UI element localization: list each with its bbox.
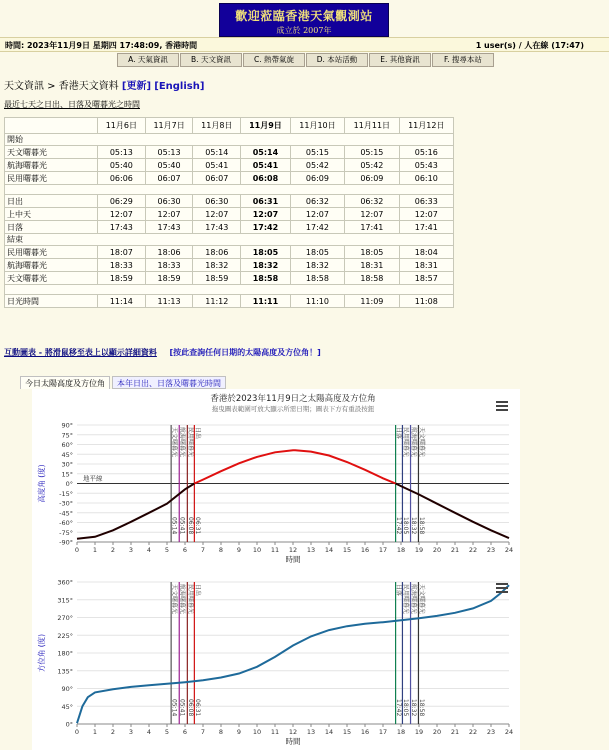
table-cell: 11:10: [290, 295, 344, 308]
table-cell: 12:07: [399, 208, 453, 221]
x-tick-label: 2: [110, 546, 116, 554]
table-cell: 06:07: [193, 172, 241, 185]
event-label: 天文曙暮光: [417, 427, 425, 458]
current-time: 時間: 2023年11月9日 星期四 17:48:09, 香港時間: [5, 41, 198, 50]
table-row: [5, 172, 454, 185]
event-label: 民用曙暮光: [401, 427, 409, 458]
table-cell: 05:40: [98, 159, 146, 172]
x-tick-label: 9: [236, 728, 242, 736]
y-tick-label: 90°: [61, 685, 73, 693]
table-cell: 05:15: [345, 146, 399, 159]
chart-title: 香港於2023年11月9日之太陽高度及方位角: [210, 394, 376, 404]
table-section-label: 開始: [5, 134, 454, 146]
event-label: 民用曙暮光: [401, 584, 409, 615]
event-time: 06:31: [193, 517, 201, 535]
altitude-chart[interactable]: [32, 389, 520, 564]
table-cell: 17:43: [145, 221, 193, 234]
x-tick-label: 9: [236, 546, 242, 554]
table-section-label: [5, 285, 454, 295]
y-tick-label: 135°: [57, 667, 73, 676]
chart-tabs: [20, 376, 226, 389]
x-tick-label: 3: [128, 546, 134, 554]
event-time: 06:31: [193, 699, 201, 717]
table-row: [5, 146, 454, 159]
event-time: 18:05: [401, 699, 409, 717]
row-label: 日落: [5, 221, 98, 234]
row-label: 航海曙暮光: [5, 259, 98, 272]
x-tick-label: 11: [270, 546, 280, 554]
day-header-today: 11月9日: [241, 118, 291, 134]
site-subtitle: 成立於 2007年: [276, 26, 332, 35]
x-tick-label: 16: [360, 728, 370, 736]
table-cell: 11:09: [345, 295, 399, 308]
table-cell: 11:14: [98, 295, 146, 308]
x-tick-label: 11: [270, 728, 280, 736]
table-cell: 18:04: [399, 246, 453, 259]
table-cell: 18:31: [345, 259, 399, 272]
table-header-row: [5, 118, 454, 134]
interactive-caption: [4, 347, 321, 358]
table-cell: 12:07: [193, 208, 241, 221]
table-cell: 06:33: [399, 195, 453, 208]
x-tick-label: 7: [200, 546, 206, 554]
table-cell: 06:06: [98, 172, 146, 185]
event-time: 18:32: [410, 517, 418, 535]
y-tick-label: -90°: [59, 538, 73, 547]
x-tick-label: 22: [468, 546, 478, 554]
event-label: 民用曙暮光: [186, 427, 194, 458]
x-tick-label: 24: [504, 728, 514, 736]
table-cell: 06:32: [345, 195, 399, 208]
y-axis-label: 方位角 (度): [37, 633, 46, 673]
interactive-chart-text: 互動圖表 - 將滑鼠移至表上以顯示詳細資料: [4, 348, 157, 357]
table-cell: 18:57: [399, 272, 453, 285]
table-section-row: [5, 285, 454, 295]
table-cell: 05:40: [145, 159, 193, 172]
y-tick-label: -75°: [59, 528, 73, 537]
tab-yearly-sun-times[interactable]: 本年日出、日落及曙暮光時間: [112, 376, 226, 389]
table-cell: 06:31: [241, 195, 291, 208]
x-tick-label: 8: [218, 728, 224, 736]
breadcrumb: [4, 77, 204, 92]
row-label: 天文曙暮光: [5, 272, 98, 285]
event-label: 航海曙暮光: [410, 584, 418, 615]
day-header: 11月11日: [345, 118, 399, 134]
query-date-link[interactable]: [按此查詢任何日期的太陽高度及方位角！]: [169, 348, 321, 357]
x-tick-label: 19: [414, 728, 424, 736]
table-section-row: [5, 134, 454, 146]
x-tick-label: 1: [92, 546, 98, 554]
chart-menu-icon[interactable]: [496, 583, 508, 593]
row-label: 上中天: [5, 208, 98, 221]
event-label: 航海曙暮光: [178, 427, 186, 458]
table-cell: 18:33: [145, 259, 193, 272]
row-label: 日出: [5, 195, 98, 208]
table-row: [5, 208, 454, 221]
table-cell: 12:07: [345, 208, 399, 221]
chart-panel: [32, 389, 520, 750]
event-label: 天文曙暮光: [170, 427, 178, 458]
y-tick-label: 75°: [61, 431, 73, 440]
table-cell: 05:14: [193, 146, 241, 159]
table-section-row: [5, 234, 454, 246]
table-cell: 18:32: [241, 259, 291, 272]
x-tick-label: 23: [486, 546, 496, 554]
y-tick-label: -45°: [59, 509, 73, 518]
event-time: 05:41: [178, 699, 186, 717]
x-tick-label: 14: [324, 546, 334, 554]
table-cell: 05:13: [98, 146, 146, 159]
y-tick-label: -30°: [59, 499, 73, 508]
table-cell: 06:10: [399, 172, 453, 185]
x-tick-label: 21: [450, 728, 460, 736]
y-axis-label: 高度角 (度): [37, 464, 46, 503]
table-cell: 18:05: [241, 246, 291, 259]
event-label: 航海曙暮光: [178, 584, 186, 615]
y-tick-label: 15°: [61, 470, 73, 479]
event-label: 天文曙暮光: [417, 584, 425, 615]
table-cell: 18:33: [98, 259, 146, 272]
table-cell: 06:07: [145, 172, 193, 185]
table-cell: 17:43: [193, 221, 241, 234]
table-row: [5, 221, 454, 234]
table-cell: 11:13: [145, 295, 193, 308]
table-cell: 17:41: [399, 221, 453, 234]
x-tick-label: 0: [74, 728, 80, 736]
table-row: [5, 272, 454, 285]
online-users: 1 user(s) / 人在線 (17:47): [475, 41, 584, 50]
azimuth-chart[interactable]: [32, 574, 520, 750]
row-label: 民用曙暮光: [5, 172, 98, 185]
update-link[interactable]: [更新]: [121, 81, 152, 92]
table-cell: 05:41: [241, 159, 291, 172]
table-cell: 18:05: [290, 246, 344, 259]
day-header: 11月8日: [193, 118, 241, 134]
event-label: 天文曙暮光: [170, 584, 178, 615]
x-tick-label: 4: [146, 728, 152, 736]
table-cell: 12:07: [241, 208, 291, 221]
table-cell: 06:30: [193, 195, 241, 208]
y-tick-label: 360°: [57, 578, 73, 587]
x-tick-label: 12: [288, 546, 298, 554]
x-tick-label: 17: [378, 546, 388, 554]
x-tick-label: 10: [252, 728, 262, 736]
table-cell: 05:13: [145, 146, 193, 159]
x-tick-label: 18: [396, 546, 406, 554]
event-time: 18:32: [410, 699, 418, 717]
status-bar: [0, 37, 609, 52]
x-tick-label: 20: [432, 728, 442, 736]
table-cell: 17:42: [241, 221, 291, 234]
x-tick-label: 19: [414, 546, 424, 554]
event-label: 日出: [193, 584, 201, 597]
table-cell: 05:41: [193, 159, 241, 172]
x-tick-label: 16: [360, 546, 370, 554]
table-cell: 05:16: [399, 146, 453, 159]
x-tick-label: 6: [182, 546, 188, 554]
table-cell: 06:32: [290, 195, 344, 208]
table-row: [5, 159, 454, 172]
event-time: 18:58: [417, 517, 425, 535]
event-time: 05:14: [170, 699, 178, 717]
y-tick-label: 90°: [61, 421, 73, 430]
x-tick-label: 14: [324, 728, 334, 736]
event-time: 17:42: [395, 699, 403, 717]
nav-tropical-cyclone[interactable]: C. 熱帶氣旋: [243, 53, 305, 67]
event-time: 06:08: [186, 699, 194, 717]
main-nav: [117, 53, 495, 67]
table-cell: 12:07: [98, 208, 146, 221]
table-cell: 05:43: [399, 159, 453, 172]
table-cell: 18:58: [345, 272, 399, 285]
y-tick-label: -60°: [59, 519, 73, 527]
x-tick-label: 17: [378, 728, 388, 736]
x-tick-label: 1: [92, 728, 98, 736]
row-label: 民用曙暮光: [5, 246, 98, 259]
table-cell: 17:43: [98, 221, 146, 234]
table-row: [5, 295, 454, 308]
event-time: 05:14: [170, 517, 178, 535]
table-cell: 18:58: [241, 272, 291, 285]
y-tick-label: -15°: [59, 489, 73, 498]
azimuth-line: [77, 585, 509, 723]
altitude-day-line: [194, 450, 395, 483]
nav-other-info[interactable]: E. 其他資訊: [369, 53, 431, 67]
table-row: [5, 195, 454, 208]
day-header: 11月6日: [98, 118, 146, 134]
table-cell: 18:05: [345, 246, 399, 259]
event-time: 18:05: [401, 517, 409, 535]
chart-subtitle: 拖曳圖表範圍可放大顯示所需日期；圖表下方有重設按鈕: [211, 405, 375, 413]
chart-menu-icon[interactable]: [496, 401, 508, 411]
table-section-label: [5, 185, 454, 195]
x-tick-label: 24: [504, 546, 514, 554]
row-label: 天文曙暮光: [5, 146, 98, 159]
x-tick-label: 18: [396, 728, 406, 736]
site-title: 歡迎蒞臨香港天氣觀測站: [235, 9, 373, 23]
event-time: 18:58: [417, 699, 425, 717]
nav-weather[interactable]: A. 天氣資訊: [117, 53, 179, 67]
table-section-label: 結束: [5, 234, 454, 246]
table-cell: 12:07: [290, 208, 344, 221]
x-axis-label: 時間: [285, 555, 301, 564]
x-tick-label: 3: [128, 728, 134, 736]
y-tick-label: 60°: [61, 441, 73, 449]
table-cell: 18:59: [193, 272, 241, 285]
section-title: 最近七天之日出、日落及曙暮光之時間: [4, 100, 140, 109]
y-tick-label: 45°: [61, 450, 73, 459]
table-cell: 18:06: [193, 246, 241, 259]
tab-today-sun-angle[interactable]: 今日太陽高度及方位角: [20, 376, 110, 389]
table-cell: 06:29: [98, 195, 146, 208]
row-label: 航海曙暮光: [5, 159, 98, 172]
table-row: [5, 259, 454, 272]
day-header: 11月10日: [290, 118, 344, 134]
x-tick-label: 2: [110, 728, 116, 736]
table-cell: 06:08: [241, 172, 291, 185]
table-cell: 18:31: [399, 259, 453, 272]
x-tick-label: 5: [164, 728, 170, 736]
event-time: 17:42: [395, 517, 403, 535]
breadcrumb-text: 天文資訊 > 香港天文資料: [4, 81, 122, 92]
x-tick-label: 13: [306, 728, 316, 736]
table-cell: 18:32: [290, 259, 344, 272]
table-cell: 11:11: [241, 295, 291, 308]
x-tick-label: 13: [306, 546, 316, 554]
nav-astronomy[interactable]: B. 天文資訊: [180, 53, 242, 67]
table-cell: 18:32: [193, 259, 241, 272]
site-banner: [219, 3, 389, 37]
table-cell: 18:07: [98, 246, 146, 259]
event-time: 06:08: [186, 517, 194, 535]
table-cell: 11:12: [193, 295, 241, 308]
event-label: 日落: [395, 427, 403, 440]
x-tick-label: 21: [450, 546, 460, 554]
table-cell: 17:41: [345, 221, 399, 234]
horizon-label: 地平線: [83, 474, 103, 483]
table-row: [5, 246, 454, 259]
table-cell: 12:07: [145, 208, 193, 221]
table-cell: 18:58: [290, 272, 344, 285]
x-tick-label: 20: [432, 546, 442, 554]
y-tick-label: 0°: [65, 720, 73, 729]
row-label: 日光時間: [5, 295, 98, 308]
table-cell: 17:42: [290, 221, 344, 234]
english-link[interactable]: [English]: [154, 81, 205, 92]
x-tick-label: 4: [146, 546, 152, 554]
x-tick-label: 15: [342, 546, 352, 554]
y-tick-label: 315°: [57, 596, 73, 605]
x-tick-label: 15: [342, 728, 352, 736]
table-corner-cell: [5, 118, 98, 134]
table-cell: 05:42: [290, 159, 344, 172]
x-tick-label: 0: [74, 546, 80, 554]
y-tick-label: 270°: [57, 614, 73, 622]
day-header: 11月7日: [145, 118, 193, 134]
x-tick-label: 8: [218, 546, 224, 554]
x-tick-label: 10: [252, 546, 262, 554]
x-tick-label: 5: [164, 546, 170, 554]
y-tick-label: 30°: [61, 460, 73, 469]
table-cell: 18:06: [145, 246, 193, 259]
table-cell: 06:30: [145, 195, 193, 208]
x-tick-label: 7: [200, 728, 206, 736]
y-tick-label: 45°: [61, 702, 73, 711]
event-label: 航海曙暮光: [410, 427, 418, 458]
table-cell: 11:08: [399, 295, 453, 308]
event-label: 民用曙暮光: [186, 584, 194, 615]
y-tick-label: 225°: [57, 631, 73, 640]
nav-activities[interactable]: D. 本站活動: [306, 53, 368, 67]
event-label: 日落: [395, 584, 403, 597]
y-tick-label: 0°: [65, 480, 73, 488]
y-tick-label: 180°: [57, 649, 73, 658]
day-header: 11月12日: [399, 118, 453, 134]
x-tick-label: 23: [486, 728, 496, 736]
x-tick-label: 12: [288, 728, 298, 736]
table-cell: 05:14: [241, 146, 291, 159]
table-cell: 05:42: [345, 159, 399, 172]
table-cell: 06:09: [345, 172, 399, 185]
x-tick-label: 6: [182, 728, 188, 736]
sun-times-table: [4, 117, 454, 308]
table-cell: 05:15: [290, 146, 344, 159]
x-axis-label: 時間: [285, 737, 301, 746]
table-section-row: [5, 185, 454, 195]
table-cell: 06:09: [290, 172, 344, 185]
table-cell: 18:59: [98, 272, 146, 285]
x-tick-label: 22: [468, 728, 478, 736]
nav-search[interactable]: F. 搜尋本站: [432, 53, 494, 67]
event-time: 05:41: [178, 517, 186, 535]
event-label: 日出: [193, 427, 201, 440]
table-cell: 18:59: [145, 272, 193, 285]
